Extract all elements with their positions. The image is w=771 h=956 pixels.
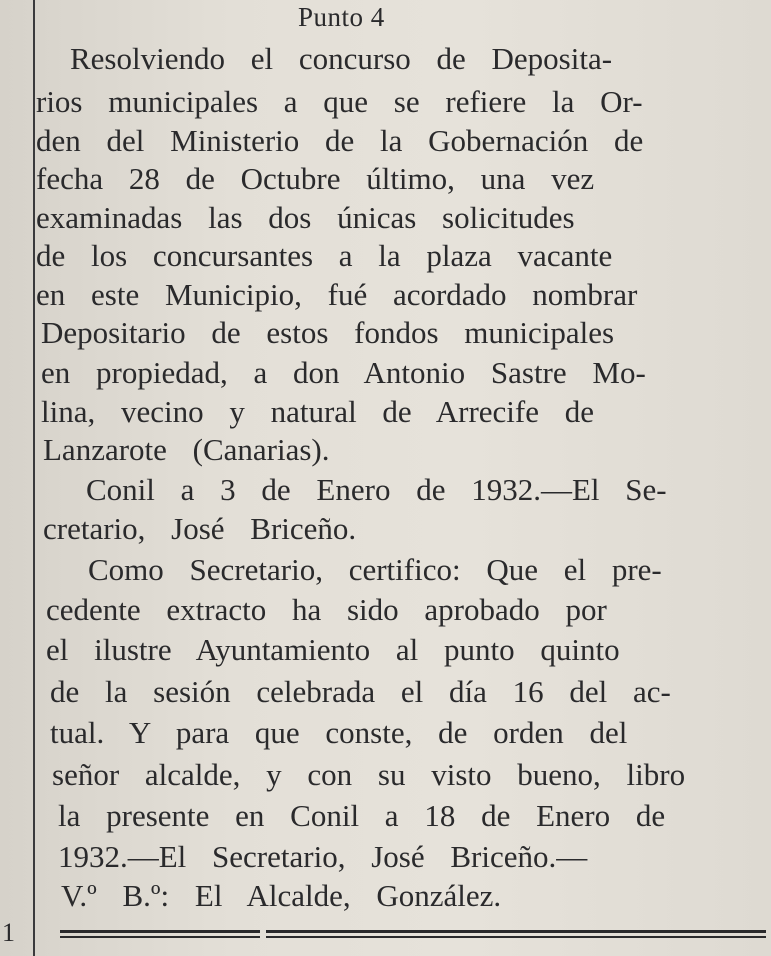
text-line: de los concursantes a la plaza vacante xyxy=(36,238,613,273)
text-line: Como Secretario, certifico: Que el pre- xyxy=(88,552,662,587)
text-line: tual. Y para que conste, de orden del xyxy=(50,715,628,750)
text-line: cedente extracto ha sido aprobado por xyxy=(46,592,607,627)
text-line: Depositario de estos fondos municipales xyxy=(41,315,615,350)
text-line: Resolviendo el concurso de Deposita- xyxy=(70,41,613,76)
text-line: V.º B.º: El Alcalde, González. xyxy=(61,878,502,913)
text-line: examinadas las dos únicas solicitudes xyxy=(36,200,575,235)
text-line: señor alcalde, y con su visto bueno, libro xyxy=(52,757,686,792)
text-line: lina, vecino y natural de Arrecife de xyxy=(41,394,594,429)
text-line: Lanzarote (Canarias). xyxy=(43,432,330,467)
column-divider xyxy=(33,0,35,956)
text-line: fecha 28 de Octubre último, una vez xyxy=(36,161,595,196)
text-line: den del Ministerio de la Gobernación de xyxy=(36,123,644,158)
text-line: cretario, José Briceño. xyxy=(43,511,357,546)
text-line: de la sesión celebrada el día 16 del ac- xyxy=(50,674,671,709)
text-line: Conil a 3 de Enero de 1932.—El Se- xyxy=(86,472,667,507)
text-line: 1932.—El Secretario, José Briceño.— xyxy=(58,839,588,874)
text-line: la presente en Conil a 18 de Enero de xyxy=(58,798,666,833)
margin-mark: 1 xyxy=(2,918,15,947)
bottom-double-rule-right xyxy=(266,930,766,939)
text-line: en propiedad, a don Antonio Sastre Mo- xyxy=(41,355,646,390)
text-line: rios municipales a que se refiere la Or- xyxy=(36,84,643,119)
section-heading: Punto 4 xyxy=(298,2,385,32)
text-line: el ilustre Ayuntamiento al punto quinto xyxy=(46,632,620,667)
bottom-double-rule-left xyxy=(60,930,260,939)
text-line: en este Municipio, fué acordado nombrar xyxy=(36,277,638,312)
